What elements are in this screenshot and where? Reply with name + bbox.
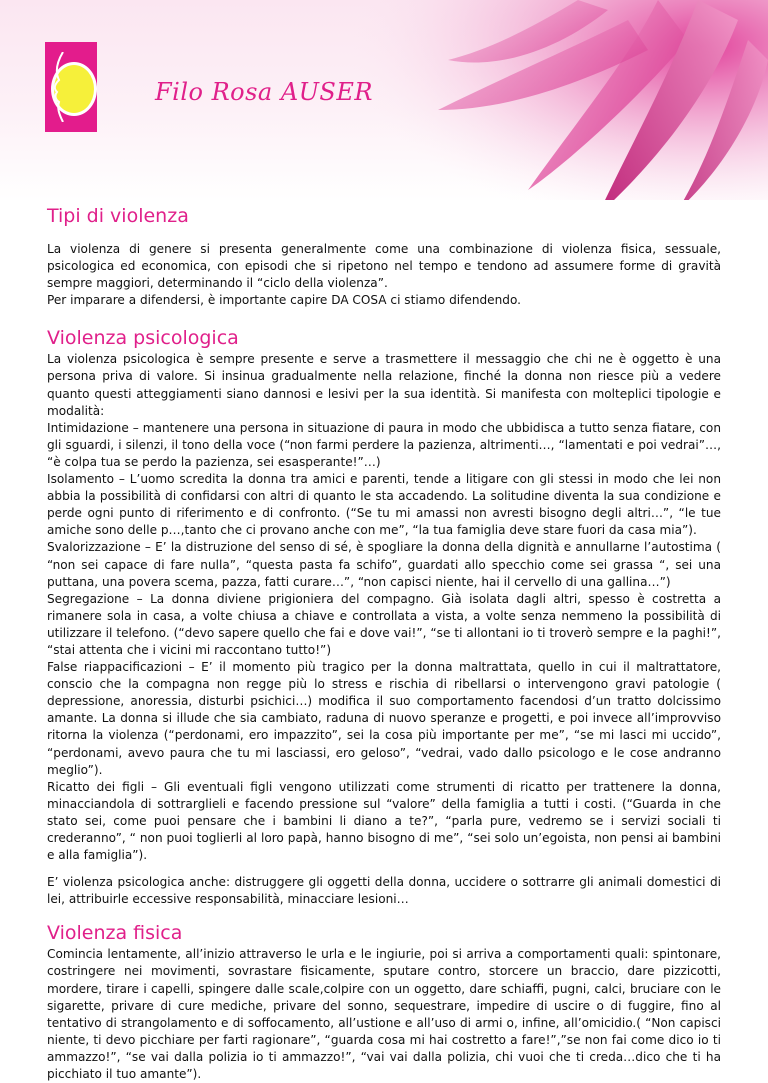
paragraph: False riappacificazioni – E’ il momento più tragico per la donna maltrattata, quello in cui il maltrattatore, conscio che la compagna non regge più lo stress e rischia di ribellarsi o intervengono gravi patologie ( depressione, anoressia, disturbi psichici…) modifica il suo comportamento facendosi d’un tratto dolcissimo amante. La donna si illude che sia cambiato, raduna di nuovo speranze e progetti, e poi invece all’improvviso ritorna la violenza (“perdonami, ero impazzito”, sei la cosa più importante per me”, “se mi lasci mi uccido”, “perdonami, avevo paura che tu mi lasciassi, ero geloso”, “vedrai, vado dallo psicologo e le cose andranno meglio”). (47, 660, 721, 777)
section-title: Violenza psicologica (47, 327, 239, 350)
section-violenza-fisica (47, 922, 721, 1083)
section-title: Violenza fisica (47, 922, 183, 945)
face-profile-icon (49, 52, 69, 122)
paragraph: Ricatto dei figli – Gli eventuali figli vengono utilizzati come strumenti di ricatto per trattenere la donna, minacciandola di sottrarglieli e facendo pressione sul “valore” della famiglia a tutti i costi. (“Guarda in che stato sei, come puoi pensare che i bambini li diano a te?”, “parla pure, vedremo se i servizi sociali ti crederanno”, “ non puoi toglierli al loro papà, hanno bisogno di me”, “sei solo un’egoista, non pensi ai bambini e alla famiglia”). (47, 779, 721, 863)
auser-logo (45, 42, 97, 132)
section-tipi-di-violenza (47, 205, 721, 309)
paragraph: Segregazione – La donna diviene prigioniera del compagno. Già isolata dagli altri, spesso è costretta a rimanere sola in casa, a volte chiusa a chiave e controllata a vista, a volte senza nemmeno la possibilità di utilizzare il telefono. (“devo sapere quello che fai e dove vai!”, “se ti allontani io ti troverò sempre e la paghi!”, “stai attenta che i vicini mi raccontano tutto!”) (47, 591, 721, 657)
paragraph: Per imparare a difendersi, è importante capire DA COSA ci stiamo difendendo. (47, 293, 521, 308)
paragraph: La violenza psicologica è sempre presente e serve a trasmettere il messaggio che chi ne è oggetto è una persona priva di valore. Si insinua gradualmente nella relazione, finché la donna non riesce più a vedere quanto questi atteggiamenti siano dannosi e lesivi per la sua identità. Si manifesta con molteplici tipologie e modalità: (47, 352, 721, 418)
paragraph: Svalorizzazione – E’ la distruzione del senso di sé, è spogliare la donna della dignità e annullarne l’autostima ( “non sei capace di fare nulla”, “questa pasta fa schifo”, guardati allo specchio come sei grassa “, sei una puttana, una povera scema, pazza, fatti curare…”, “non capisci niente, hai il cervello di una gallina…”) (47, 540, 721, 589)
flower-image (328, 0, 768, 200)
paragraph: Comincia lentamente, all’inizio attraverso le urla e le ingiurie, poi si arriva a comportamenti quali: spintonare, costringere nei movimenti, sovrastare fisicamente, sputare contro, storcere un braccio, dare pizzicotti, mordere, tirare i capelli, spingere dalle scale,colpire con un oggetto, dare schiaffi, pugni, calci, bruciare con le sigarette, privare di cure mediche, privare del sonno, sequestrare, impedire di uscire o di fuggire, fino al tentativo di strangolamento e di soffocamento, all’ustione e all’uso di armi o, infine, all’omicidio.( “Non capisci niente, ti devo picchiare per farti ragionare”, “guarda cosa mi hai costretto a fare!”,”se non fai come dico io ti ammazzo!”, “se vai dalla polizia io ti ammazzo!”, “vai vai dalla polizia, chi vuoi che ti creda…dico che ti ha picchiato il tuo amante”). (47, 947, 721, 1082)
header-banner (0, 0, 768, 200)
section-title: Tipi di violenza (47, 205, 189, 227)
paragraph: Isolamento – L’uomo screditа la donna tra amici e parenti, tende a litigare con gli stessi in modo che lei non abbia la possibilità di confidarsi con altri di quanto le sta accadendo. La solitudine diventa la sua condizione e perde ogni punto di riferimento e di confronto. (“Se tu mi amassi non avresti bisogno degli altri…”, “le tue amiche sono delle p…,tanto che ci provano anche con me”, “la tua famiglia deve stare fuori da casa mia”). (47, 472, 721, 538)
section-violenza-psicologica (47, 327, 721, 908)
paragraph: E’ violenza psicologica anche: distruggere gli oggetti della donna, uccidere o sottrarre gli animali domestici di lei, attribuirle eccessive responsabilità, minacciare lesioni… (47, 875, 721, 907)
paragraph: Intimidazione – mantenere una persona in situazione di paura in modo che ubbidisca a tutto senza fiatare, con gli sguardi, i silenzi, il tono della voce (“non farmi perdere la pazienza, altrimenti…, “lamentati e poi vedrai”…, “è colpa tua se perdo la pazienza, sei esasperante!”…) (47, 420, 721, 469)
paragraph: La violenza di genere si presenta generalmente come una combinazione di violenza fisica, sessuale, psicologica ed economica, con episodi che si ripetono nel tempo e tendono ad assumere forme di gravità sempre maggiori, determinando il “ciclo della violenza”. (47, 242, 721, 291)
brand-title: Filo Rosa AUSER (155, 78, 373, 106)
article (47, 205, 721, 1083)
